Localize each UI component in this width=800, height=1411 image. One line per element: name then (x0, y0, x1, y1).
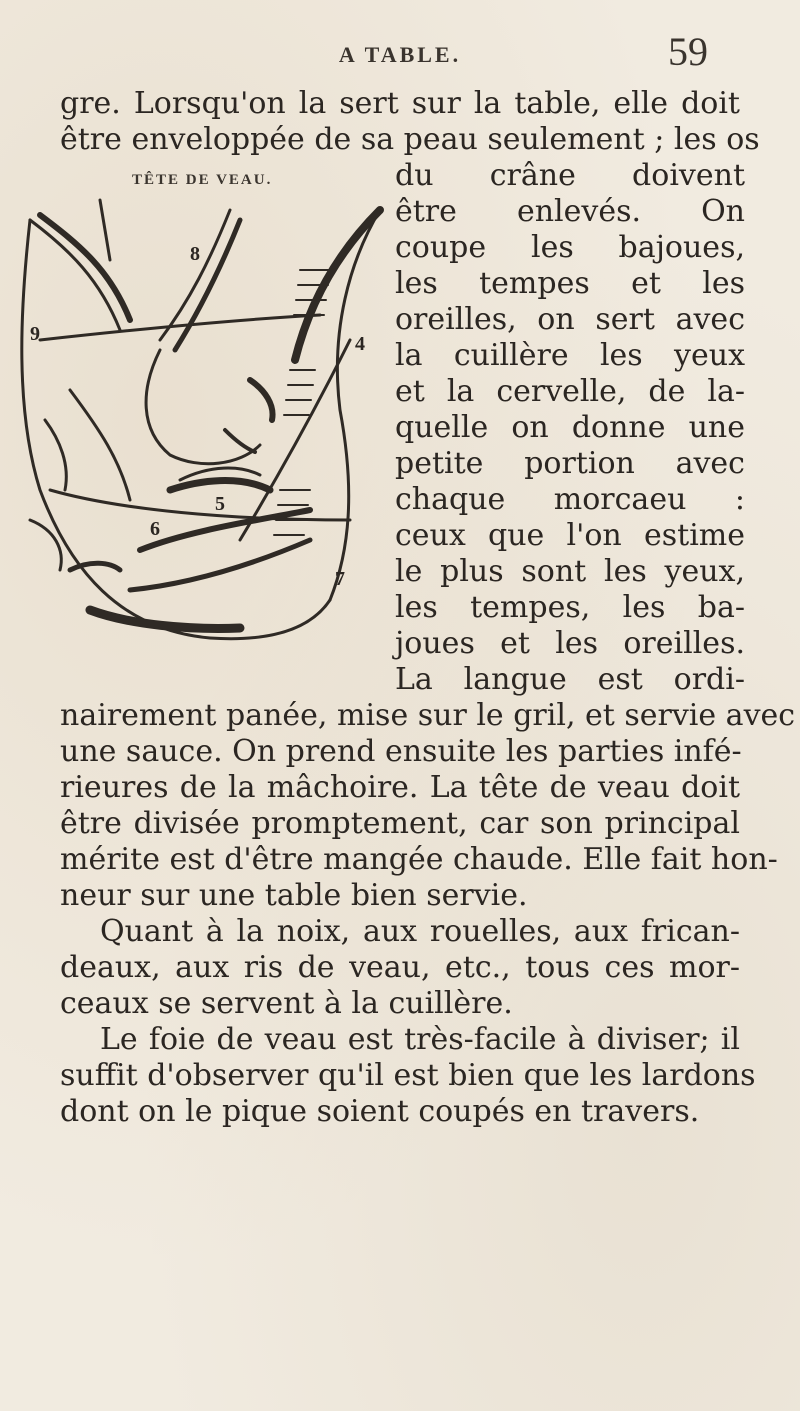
calf-head-engraving (10, 190, 390, 660)
text-line-13: ceux que l'on estime (395, 518, 745, 553)
text-line-11: petite portion avec (395, 446, 745, 481)
text-line-6: les tempes et les (395, 266, 745, 301)
text-line-25: deaux, aux ris de veau, etc., tous ces mor- (60, 950, 740, 985)
running-head: A TABLE. (338, 42, 462, 67)
calf-head-illustration (10, 190, 390, 660)
text-line-26: ceaux se servent à la cuillère. (60, 986, 513, 1021)
text-line-21: être divisée promptement, car son principal (60, 806, 740, 841)
figure-label-5: 5 (215, 493, 225, 515)
text-line-7: oreilles, on sert avec (395, 302, 745, 337)
figure-label-7: 7 (335, 568, 345, 590)
text-line-28: suffit d'observer qu'il est bien que les lardons (60, 1058, 756, 1093)
text-line-19: une sauce. On prend ensuite les parties infé- (60, 734, 742, 769)
text-line-23: neur sur une table bien servie. (60, 878, 528, 913)
text-line-4: être enlevés. On (395, 194, 745, 229)
text-line-1: gre. Lorsqu'on la sert sur la table, elle doit (60, 86, 740, 121)
text-line-17: La langue est ordi- (395, 662, 745, 697)
figure-label-9: 9 (30, 323, 40, 345)
text-line-18: nairement panée, mise sur le gril, et servie avec (60, 698, 796, 733)
text-line-15: les tempes, les ba- (395, 590, 745, 625)
text-line-2: être enveloppée de sa peau seulement ; les os (60, 122, 760, 157)
text-line-8: la cuillère les yeux (395, 338, 745, 373)
figure-caption: TÊTE DE VEAU. (132, 172, 273, 188)
text-line-12: chaque morcaeu : (395, 482, 745, 517)
text-line-22: mérite est d'être mangée chaude. Elle fait hon- (60, 842, 778, 877)
text-line-14: le plus sont les yeux, (395, 554, 745, 589)
text-line-27: Le foie de veau est très-facile à diviser; il (100, 1022, 740, 1057)
figure-label-6: 6 (150, 518, 160, 540)
text-line-20: rieures de la mâchoire. La tête de veau doit (60, 770, 740, 805)
text-line-5: coupe les bajoues, (395, 230, 745, 265)
text-line-10: quelle on donne une (395, 410, 745, 445)
page-number: 59 (668, 29, 708, 74)
figure-label-8: 8 (190, 243, 200, 265)
text-line-16: joues et les oreilles. (395, 626, 745, 661)
text-line-9: et la cervelle, de la- (395, 374, 745, 409)
text-line-3: du crâne doivent (395, 158, 745, 193)
text-line-29: dont on le pique soient coupés en travers. (60, 1094, 700, 1129)
text-line-24: Quant à la noix, aux rouelles, aux frican- (100, 914, 740, 949)
figure-label-4: 4 (355, 333, 365, 355)
